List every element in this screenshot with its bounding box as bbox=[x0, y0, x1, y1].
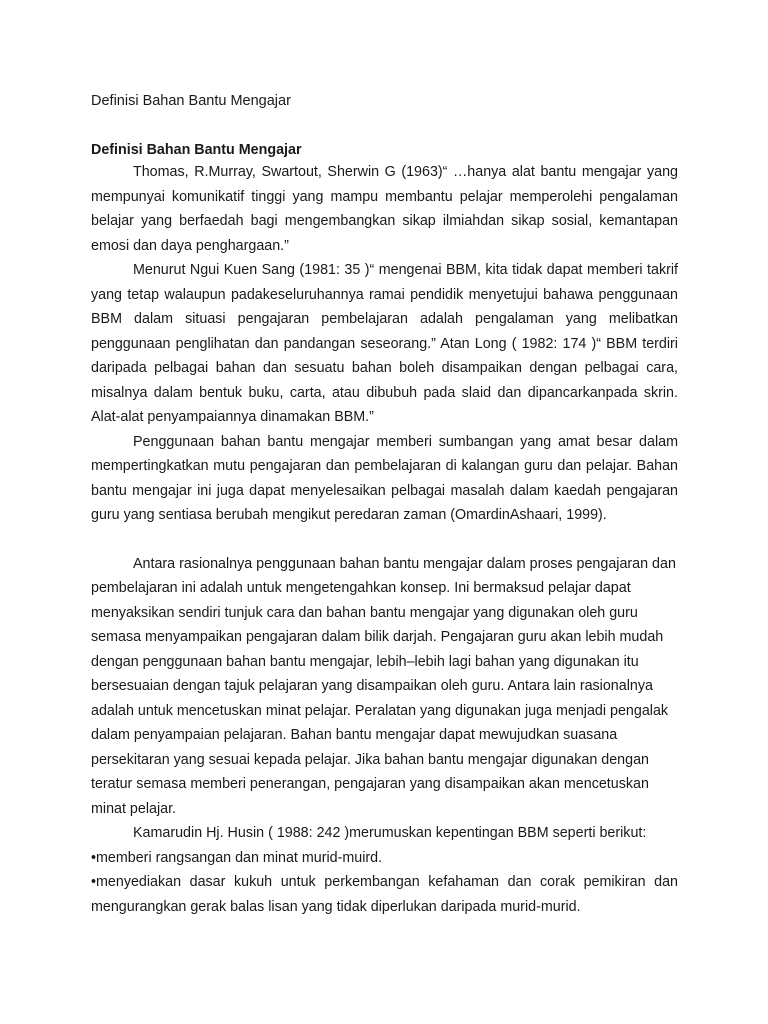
section-heading: Definisi Bahan Bantu Mengajar bbox=[91, 142, 302, 158]
paragraph-penggunaan: Penggunaan bahan bantu mengajar memberi sumbangan yang amat besar dalam mempertingkatkan mutu pengajaran dan pembelajaran di kalangan guru dan pelajar. Bahan bantu mengajar ini juga dapat menyelesaikan pelbagai masalah dalam kaedah pengajaran guru yang sentiasa berubah mengikut peredaran zaman (OmardinAshaari, 1999). bbox=[91, 433, 678, 523]
paragraph-gap bbox=[91, 528, 678, 552]
paragraph-thomas: Thomas, R.Murray, Swartout, Sherwin G (1963)“ …hanya alat bantu mengajar yang mempunyai komunikatif tinggi yang mampu membantu pelajar memperolehi pengalaman belajar yang berfaedah bagi mengembangkan sikap ilmiahdan sikap sosial, kemantapan emosi dan daya penghargaan.” bbox=[91, 164, 678, 254]
paragraph-ngui: Menurut Ngui Kuen Sang (1981: 35 )“ mengenai BBM, kita tidak dapat memberi takrif yang tetap walaupun padakeseluruhannya ramai pendidik menyetujui bahawa penggunaan BBM dalam situasi pengajaran pembelajaran adalah pengalaman yang melibatkan penggunaan penglihatan dan pandangan seseorang.” Atan Long ( 1982: 174 )“ BBM terdiri daripada pelbagai bahan dan sesuatu bahan boleh disampaikan dengan pelbagai cara, misalnya dalam bentuk buku, carta, atau dibubuh pada slaid dan dipancarkanpada skrin. Alat-alat penyampaiannya dinamakan BBM.” bbox=[91, 262, 678, 425]
paragraph-kamarudin: Kamarudin Hj. Husin ( 1988: 242 )merumuskan kepentingan BBM seperti berikut: bbox=[133, 825, 647, 841]
paragraph-rasional: Antara rasionalnya penggunaan bahan bantu mengajar dalam proses pengajaran dan pembelajaran ini adalah untuk mengetengahkan konsep. Ini bermaksud pelajar dapat menyaksikan sendiri tunjuk cara dan bahan bantu mengajar yang digunakan oleh guru semasa menyampaikan pengajaran dalam bilik darjah. Pengajaran guru akan lebih mudah dengan penggunaan bahan bantu mengajar, lebih–lebih lagi bahan yang digunakan itu bersesuaian dengan tajuk pelajaran yang disampaikan oleh guru. Antara lain rasionalnya adalah untuk mencetuskan minat pelajar. Peralatan yang digunakan juga menjadi pengalak dalam penyampaian pelajaran. Bahan bantu mengajar dapat mewujudkan suasana persekitaran yang sesuai kepada pelajar. Jika bahan bantu mengajar digunakan dengan teratur semasa memberi penerangan, pengajaran yang disampaikan akan mencetuskan minat pelajar. bbox=[91, 555, 676, 817]
document-title: Definisi Bahan Bantu Mengajar bbox=[91, 93, 291, 109]
bullet-item-2: •menyediakan dasar kukuh untuk perkembangan kefahaman dan corak pemikiran dan mengurangkan gerak balas lisan yang tidak diperlukan daripada murid-murid. bbox=[91, 874, 678, 915]
bullet-item-1: •memberi rangsangan dan minat murid-muird. bbox=[91, 849, 383, 866]
document-body bbox=[91, 140, 678, 919]
